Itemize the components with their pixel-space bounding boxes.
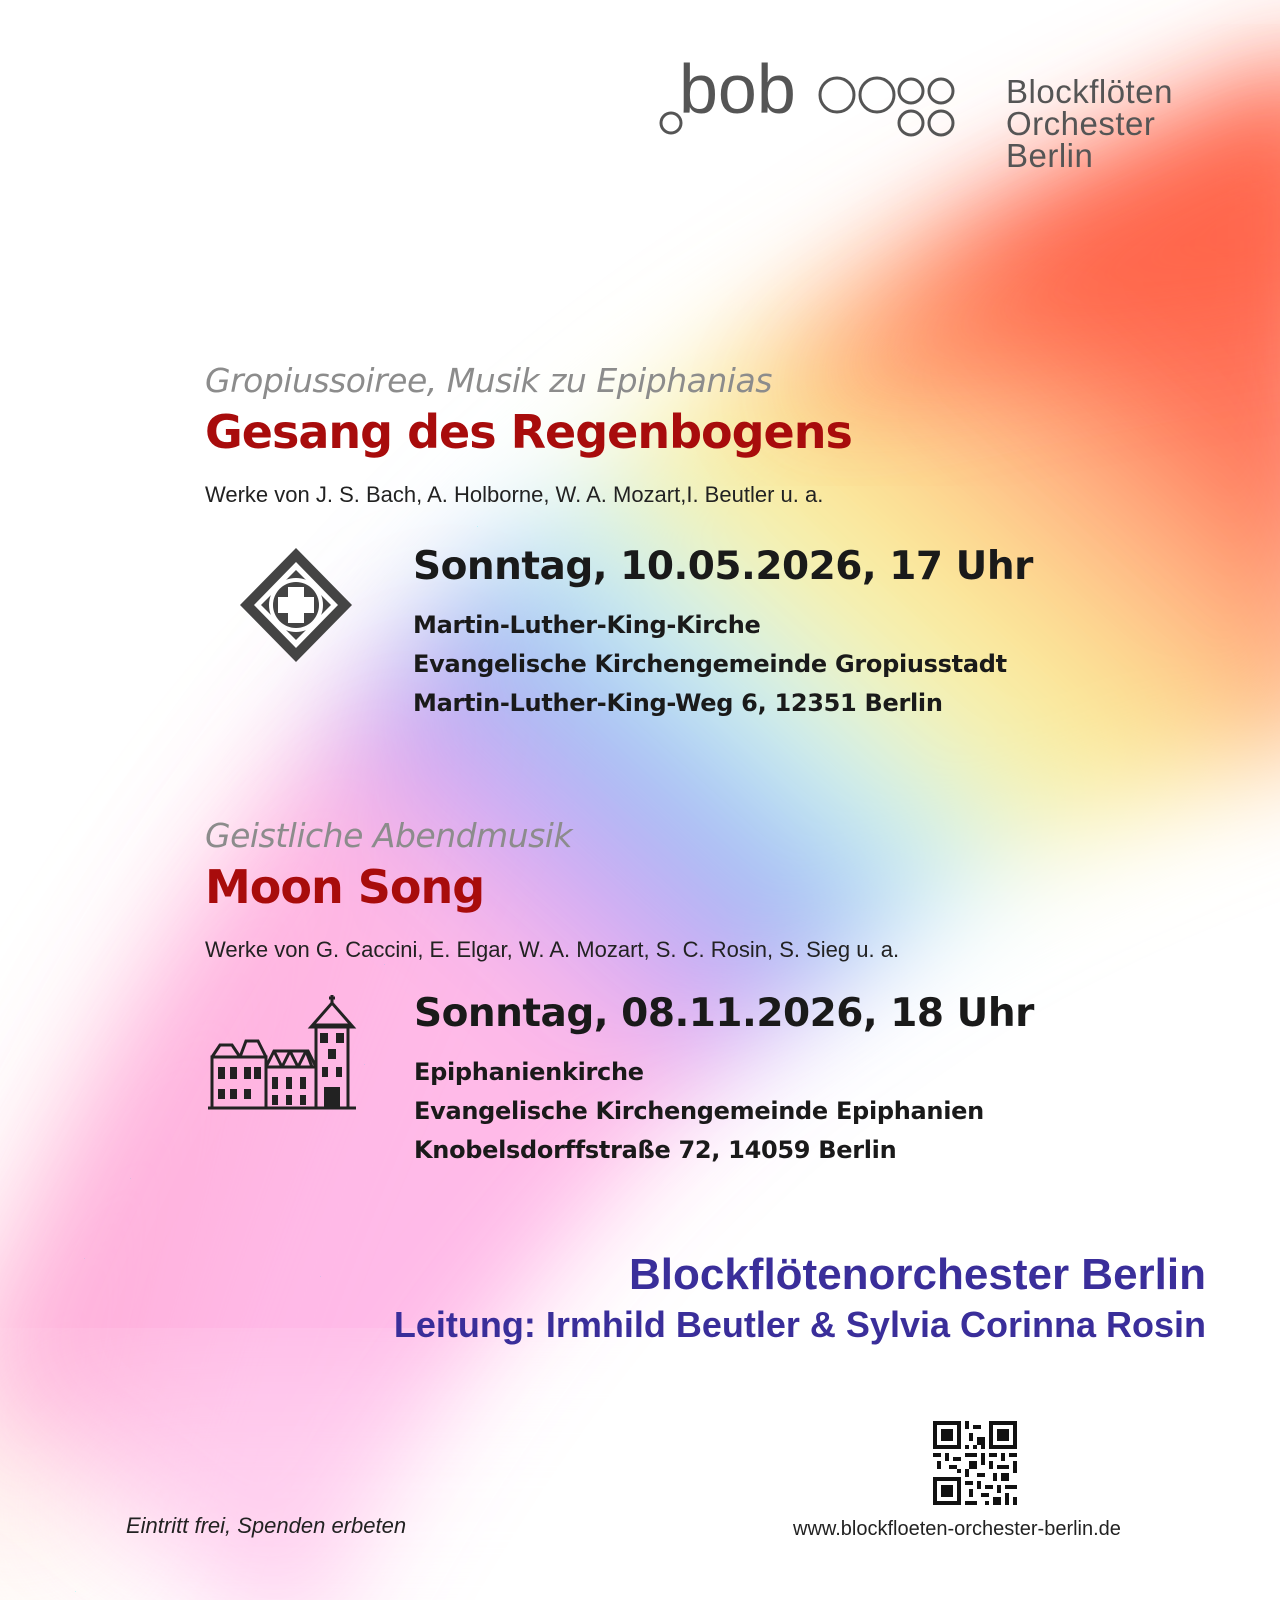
concert-2-title: Moon Song xyxy=(205,860,485,914)
venue-line: Knobelsdorffstraße 72, 14059 Berlin xyxy=(414,1136,897,1164)
qr-code-icon[interactable] xyxy=(933,1420,1017,1506)
logo-line: Berlin xyxy=(1006,137,1094,174)
venue-line: Evangelische Kirchengemeinde Epiphanien xyxy=(414,1097,984,1125)
concert-2-works: Werke von G. Caccini, E. Elgar, W. A. Mozart, S. C. Rosin, S. Sieg u. a. xyxy=(205,937,900,962)
orchestra-name: Blockflötenorchester Berlin xyxy=(628,1250,1206,1299)
venue-line: Martin-Luther-King-Kirche xyxy=(413,611,761,639)
admission-note: Eintritt frei, Spenden erbeten xyxy=(126,1513,407,1538)
concert-1-date: Sonntag, 10.05.2026, 17 Uhr xyxy=(413,544,1033,589)
website-link[interactable]: www.blockfloeten-orchester-berlin.de xyxy=(793,1518,1121,1540)
orchestra-leadership: Leitung: Irmhild Beutler & Sylvia Corinna Rosin xyxy=(393,1304,1206,1345)
venue-line: Epiphanienkirche xyxy=(414,1058,644,1086)
concert-1-subtitle: Gropiussoiree, Musik zu Epiphanias xyxy=(205,361,772,400)
church-building-icon xyxy=(206,995,358,1111)
cross-diamond-icon xyxy=(238,546,354,664)
concert-2-subtitle: Geistliche Abendmusik xyxy=(205,816,573,855)
logo-mark-text: bob xyxy=(679,55,796,128)
concert-2-venue xyxy=(414,1053,984,1170)
venue-line: Martin-Luther-King-Weg 6, 12351 Berlin xyxy=(413,689,943,717)
logo-line: Blockflöten xyxy=(1006,73,1173,110)
logo-name xyxy=(1006,73,1173,174)
venue-line: Evangelische Kirchengemeinde Gropiusstadt xyxy=(413,650,1007,678)
concert-1-works: Werke von J. S. Bach, A. Holborne, W. A. Mozart,I. Beutler u. a. xyxy=(205,482,824,507)
concert-1-venue xyxy=(413,606,1007,723)
concert-1-title: Gesang des Regenbogens xyxy=(205,405,852,459)
orchestra-logo-icon xyxy=(655,55,985,145)
concert-2-date: Sonntag, 08.11.2026, 18 Uhr xyxy=(414,991,1034,1036)
logo-line: Orchester xyxy=(1006,105,1156,142)
